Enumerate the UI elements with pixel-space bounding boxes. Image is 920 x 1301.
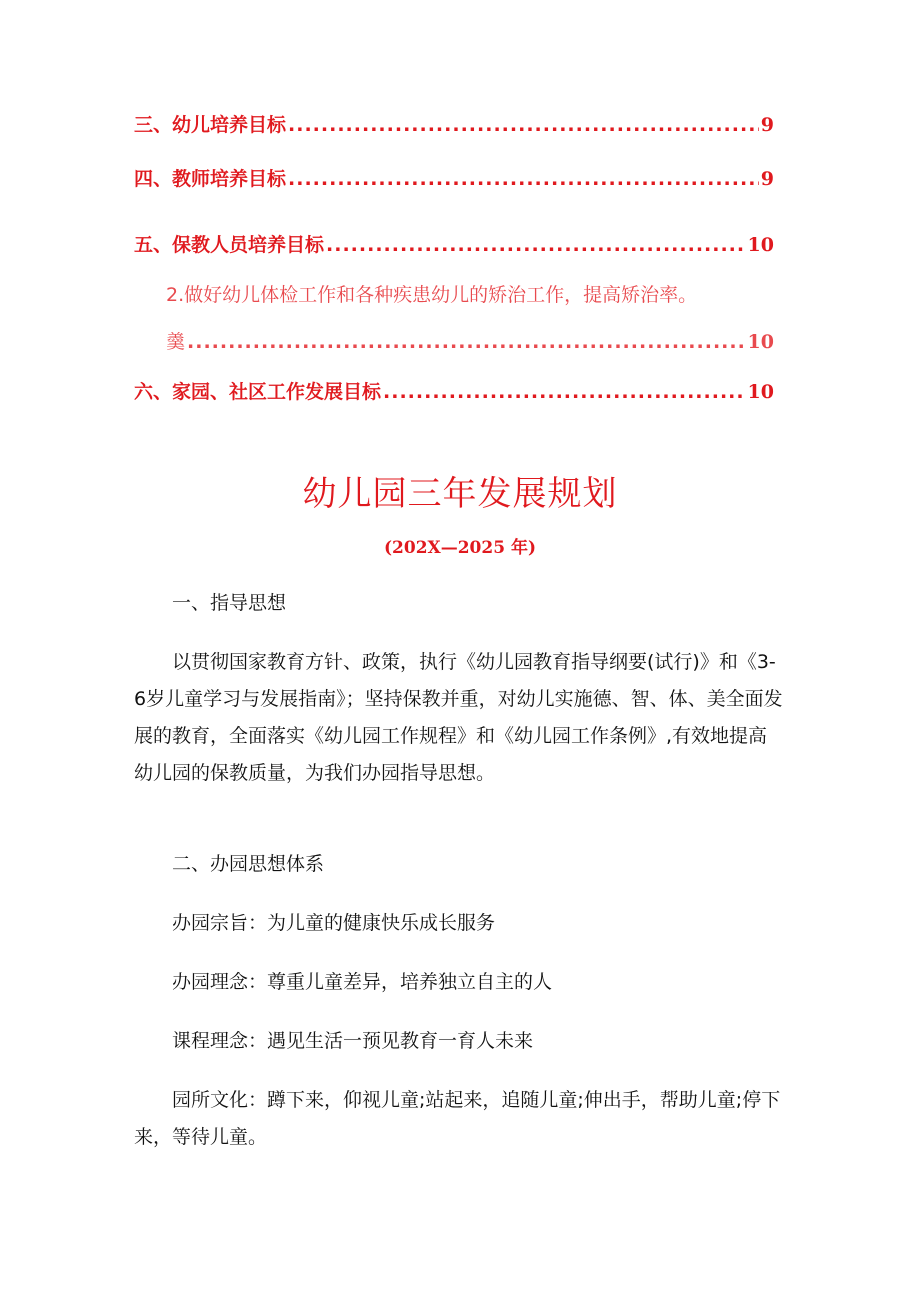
toc-entry-children-goals[interactable]	[134, 110, 774, 137]
toc-entry-label: 三、幼儿培养目标	[134, 114, 287, 136]
toc-subitem-note: 2.做好幼儿体检工作和各种疾患幼儿的矫治工作，提高矫治率。	[166, 284, 698, 306]
document-title: 幼儿园三年发展规划	[302, 474, 618, 514]
section2-heading: 二、办园思想体系	[172, 853, 325, 875]
toc-leader-dots	[383, 381, 746, 403]
toc-entry-teacher-goals[interactable]	[134, 164, 774, 191]
curriculum-line: 课程理念：遇见生活一预见教育一育人未来	[172, 1030, 534, 1052]
toc-leader-dots	[326, 234, 746, 256]
toc-leader-dots	[288, 114, 759, 136]
philosophy-line: 办园理念：尊重儿童差异，培养独立自主的人	[172, 971, 553, 993]
toc-entry-page: 10	[747, 234, 774, 256]
section1-heading: 一、指导思想	[172, 592, 287, 614]
toc-leader-dots	[288, 168, 759, 190]
document-subtitle: (202X—2025 年)	[384, 538, 536, 558]
toc-entry-label: 四、教师培养目标	[134, 168, 287, 190]
mission-line: 办园宗旨：为儿童的健康快乐成长服务	[172, 912, 496, 934]
toc-entry-community-goals[interactable]	[134, 377, 774, 404]
section1-paragraph: 以贯彻国家教育方针、政策，执行《幼儿园教育指导纲要(试行)》和《3-6岁儿童学习与发展指南》；坚持保教并重，对幼儿实施德、智、体、美全面发展的教育，全面落实《幼儿园工作规程》和《幼儿园工作条例》,有效地提高幼儿园的保教质量，为我们办园指导思想。	[134, 651, 783, 784]
toc-entry-staff-goals[interactable]	[134, 230, 774, 257]
toc-entry-subitem[interactable]	[166, 327, 774, 354]
toc-entry-label: 羹	[166, 331, 186, 353]
toc-entry-page: 10	[747, 381, 774, 403]
toc-leader-dots	[187, 331, 746, 353]
toc-entry-page: 10	[747, 331, 774, 353]
toc-entry-page: 9	[760, 168, 774, 190]
toc-entry-page: 9	[760, 114, 774, 136]
toc-entry-label: 五、保教人员培养目标	[134, 234, 325, 256]
culture-paragraph: 园所文化：蹲下来，仰视儿童;站起来，追随儿童;伸出手，帮助儿童;停下来，等待儿童。	[134, 1089, 781, 1148]
toc-entry-label: 六、家园、社区工作发展目标	[134, 381, 382, 403]
